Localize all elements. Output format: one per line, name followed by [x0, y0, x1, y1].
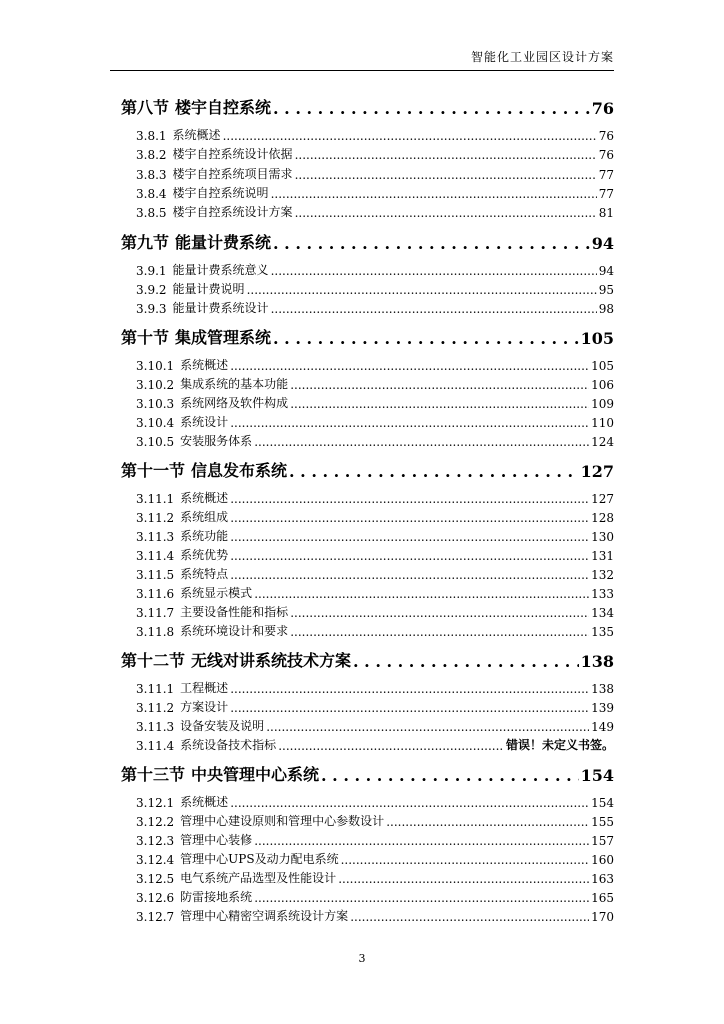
- toc-page-number: 130: [591, 530, 614, 544]
- toc-dot-leader: [295, 168, 597, 182]
- toc-page-number: 131: [591, 549, 614, 563]
- toc-entry-number: 第九节: [121, 233, 170, 252]
- toc-item-row[interactable]: [136, 376, 614, 392]
- toc-entry-title: 系统优势: [180, 548, 229, 562]
- toc-page-number: 98: [598, 302, 614, 316]
- toc-entry-number: 3.8.4: [136, 187, 167, 201]
- toc-page-number: 77: [598, 187, 614, 201]
- toc-dot-leader: [230, 511, 589, 525]
- toc-page-number: 81: [598, 206, 614, 220]
- toc-dot-leader: [254, 587, 589, 601]
- toc-item-row[interactable]: [136, 490, 614, 506]
- toc-dot-leader: [230, 549, 589, 563]
- toc-item-row[interactable]: [136, 718, 614, 734]
- toc-item-row[interactable]: [136, 204, 614, 220]
- toc-entry-number: 第十二节: [121, 651, 186, 670]
- toc-entry-title: 系统概述: [180, 491, 229, 505]
- toc-entry-number: 3.11.7: [136, 606, 175, 620]
- toc-page-number: 76: [598, 148, 614, 162]
- toc-entry-title: 中央管理中心系统: [191, 765, 320, 784]
- toc-dot-leader: [223, 129, 597, 143]
- toc-entry-title: 信息发布系统: [191, 461, 288, 480]
- toc-item-row[interactable]: [136, 395, 614, 411]
- toc-item-row[interactable]: [136, 281, 614, 297]
- toc-entry-title: 系统设计: [180, 415, 229, 429]
- toc-item-row[interactable]: [136, 585, 614, 601]
- toc-page-number: 133: [591, 587, 614, 601]
- toc-dot-leader: [278, 739, 504, 753]
- toc-page-number: 139: [591, 701, 614, 715]
- toc-dot-leader: [271, 302, 597, 316]
- toc-dot-leader: [271, 187, 597, 201]
- toc-entry-number: 3.9.3: [136, 302, 167, 316]
- toc-item-row[interactable]: [136, 357, 614, 373]
- toc-dot-leader: [230, 568, 589, 582]
- toc-entry-title: 集成管理系统: [175, 328, 272, 347]
- toc-section-row[interactable]: [121, 459, 614, 481]
- toc-dot-leader: [254, 834, 589, 848]
- toc-dot-leader: [230, 359, 589, 373]
- toc-page-number: 135: [591, 625, 614, 639]
- toc-entry-title: 管理中心装修: [180, 833, 253, 847]
- toc-entry-number: 3.11.2: [136, 511, 175, 525]
- toc-dot-leader: [230, 796, 589, 810]
- toc-entry-number: 第十三节: [121, 765, 186, 784]
- toc-item-row[interactable]: [136, 680, 614, 696]
- toc-entry-title: 集成系统的基本功能: [180, 377, 289, 391]
- toc-section-row[interactable]: [121, 763, 614, 785]
- toc-entry-number: 3.12.5: [136, 872, 175, 886]
- toc-entry-number: 3.10.2: [136, 378, 175, 392]
- toc-page-number: 160: [591, 853, 614, 867]
- toc-page-number: 109: [591, 397, 614, 411]
- toc-entry-title: 工程概述: [180, 681, 229, 695]
- toc-dot-leader: [230, 416, 589, 430]
- toc-entry-number: 3.12.7: [136, 910, 175, 924]
- toc-entry-number: 3.12.6: [136, 891, 175, 905]
- toc-page-number: 127: [580, 462, 614, 481]
- toc-entry-title: 楼宇自控系统设计方案: [172, 205, 293, 219]
- toc-page-number: 138: [591, 682, 614, 696]
- toc-page-number: 154: [580, 766, 614, 785]
- toc-section-row[interactable]: [121, 649, 614, 671]
- toc-page-number: 124: [591, 435, 614, 449]
- toc-dot-leader: [273, 234, 590, 253]
- toc-entry-title: 管理中心UPS及动力配电系统: [180, 852, 339, 866]
- toc-dot-leader: [271, 264, 597, 278]
- toc-item-row[interactable]: [136, 889, 614, 905]
- toc-item-row[interactable]: [136, 262, 614, 278]
- toc-dot-leader: [295, 206, 597, 220]
- toc-item-row[interactable]: [136, 300, 614, 316]
- toc-item-row[interactable]: [136, 433, 614, 449]
- toc-entry-number: 3.12.1: [136, 796, 175, 810]
- toc-item-row[interactable]: [136, 737, 614, 753]
- toc-entry-title: 系统功能: [180, 529, 229, 543]
- toc-dot-leader: [290, 625, 589, 639]
- toc-entry-title: 能量计费系统意义: [172, 263, 269, 277]
- toc-entry-number: 第八节: [121, 98, 170, 117]
- toc-item-row[interactable]: [136, 832, 614, 848]
- toc-entry-title: 能量计费系统设计: [172, 301, 269, 315]
- toc-entry-number: 第十一节: [121, 461, 186, 480]
- toc-page-number: 76: [591, 99, 614, 118]
- toc-entry-number: 3.12.3: [136, 834, 175, 848]
- toc-page-number: 95: [598, 283, 614, 297]
- toc-item-row[interactable]: [136, 127, 614, 143]
- toc-page-number: 106: [591, 378, 614, 392]
- toc-entry-title: 系统设备技术指标: [180, 738, 277, 752]
- toc-dot-leader: [295, 148, 597, 162]
- toc-entry-title: 防雷接地系统: [180, 890, 253, 904]
- toc-page-number: 149: [591, 720, 614, 734]
- toc-entry-title: 楼宇自控系统设计依据: [172, 147, 293, 161]
- toc-entry-title: 管理中心建设原则和管理中心参数设计: [180, 814, 385, 828]
- toc-entry-number: 3.11.4: [136, 549, 175, 563]
- toc-dot-leader: [266, 720, 589, 734]
- toc-entry-title: 系统特点: [180, 567, 229, 581]
- toc-entry-title: 楼宇自控系统: [175, 98, 272, 117]
- toc-dot-leader: [254, 435, 589, 449]
- toc-entry-number: 3.11.5: [136, 568, 175, 582]
- toc-page-number: 165: [591, 891, 614, 905]
- toc-entry-title: 管理中心精密空调系统设计方案: [180, 909, 349, 923]
- toc-entry-number: 3.12.2: [136, 815, 175, 829]
- toc-page-number: 170: [591, 910, 614, 924]
- toc-entry-number: 3.11.6: [136, 587, 175, 601]
- toc-dot-leader: [353, 652, 579, 671]
- toc-dot-leader: [230, 492, 589, 506]
- toc-dot-leader: [386, 815, 589, 829]
- toc-entry-number: 3.9.1: [136, 264, 167, 278]
- toc-item-row[interactable]: [136, 851, 614, 867]
- toc-item-row[interactable]: [136, 509, 614, 525]
- toc-entry-title: 楼宇自控系统项目需求: [172, 167, 293, 181]
- toc-entry-title: 系统概述: [180, 795, 229, 809]
- toc-entry-title: 方案设计: [180, 700, 229, 714]
- toc-item-row[interactable]: [136, 547, 614, 563]
- toc-dot-leader: [290, 397, 589, 411]
- toc-item-row[interactable]: [136, 146, 614, 162]
- toc-page-number: 94: [598, 264, 614, 278]
- toc-entry-title: 无线对讲系统技术方案: [191, 651, 352, 670]
- toc-entry-title: 设备安装及说明: [180, 719, 265, 733]
- toc-item-row[interactable]: [136, 185, 614, 201]
- toc-section-row[interactable]: [121, 231, 614, 253]
- toc-entry-title: 主要设备性能和指标: [180, 605, 289, 619]
- toc-entry-title: 系统显示模式: [180, 586, 253, 600]
- toc-page-number: 154: [591, 796, 614, 810]
- toc-dot-leader: [254, 891, 589, 905]
- toc-item-row[interactable]: [136, 166, 614, 182]
- toc-entry-number: 3.10.1: [136, 359, 175, 373]
- toc-dot-leader: [290, 378, 589, 392]
- toc-page-number: 127: [591, 492, 614, 506]
- toc-dot-leader: [273, 329, 579, 348]
- toc-page-number: 128: [591, 511, 614, 525]
- toc-entry-number: 3.11.3: [136, 720, 175, 734]
- toc-item-row[interactable]: [136, 699, 614, 715]
- page-header-title: 智能化工业园区设计方案: [470, 50, 614, 64]
- toc-entry-title: 系统环境设计和要求: [180, 624, 289, 638]
- toc-page-number: 157: [591, 834, 614, 848]
- toc-entry-title: 楼宇自控系统说明: [172, 186, 269, 200]
- page-number: 3: [358, 952, 366, 965]
- toc-entry-number: 3.10.4: [136, 416, 175, 430]
- toc-entry-number: 3.11.3: [136, 530, 175, 544]
- toc-entry-number: 第十节: [121, 328, 170, 347]
- toc-item-row[interactable]: [136, 566, 614, 582]
- toc-bookmark-error: 错误！未定义书签。: [505, 738, 614, 752]
- toc-entry-title: 电气系统产品选型及性能设计: [180, 871, 337, 885]
- toc-page-number: 110: [591, 416, 614, 430]
- toc-entry-title: 系统网络及软件构成: [180, 396, 289, 410]
- toc-page-number: 163: [591, 872, 614, 886]
- toc-section-row[interactable]: [121, 326, 614, 348]
- toc-entry-number: 3.11.1: [136, 492, 175, 506]
- toc-item-row[interactable]: [136, 623, 614, 639]
- toc-item-row[interactable]: [136, 604, 614, 620]
- toc-entry-number: 3.10.3: [136, 397, 175, 411]
- toc-item-row[interactable]: [136, 813, 614, 829]
- toc-item-row[interactable]: [136, 908, 614, 924]
- toc-entry-number: 3.11.8: [136, 625, 175, 639]
- toc-entry-title: 能量计费说明: [172, 282, 245, 296]
- toc-entry-number: 3.10.5: [136, 435, 175, 449]
- toc-section-row[interactable]: [121, 96, 614, 118]
- toc-item-row[interactable]: [136, 414, 614, 430]
- toc-dot-leader: [230, 701, 589, 715]
- toc-dot-leader: [247, 283, 597, 297]
- toc-page-number: 105: [591, 359, 614, 373]
- toc-dot-leader: [289, 462, 579, 481]
- toc-dot-leader: [338, 872, 589, 886]
- toc-dot-leader: [230, 530, 589, 544]
- toc-entry-title: 安装服务体系: [180, 434, 253, 448]
- toc-entry-number: 3.9.2: [136, 283, 167, 297]
- toc-entry-title: 系统概述: [180, 358, 229, 372]
- toc-entry-title: 能量计费系统: [175, 233, 272, 252]
- toc-page-number: 77: [598, 168, 614, 182]
- toc-page-number: 94: [591, 234, 614, 253]
- toc-dot-leader: [230, 682, 589, 696]
- toc-dot-leader: [290, 606, 589, 620]
- toc-page-number: 105: [580, 329, 614, 348]
- toc-page-number: 138: [580, 652, 614, 671]
- toc-page-number: 155: [591, 815, 614, 829]
- toc-entry-number: 3.11.4: [136, 739, 175, 753]
- toc-entry-title: 系统概述: [172, 128, 221, 142]
- toc-entry-number: 3.8.2: [136, 148, 167, 162]
- toc-entry-number: 3.12.4: [136, 853, 175, 867]
- toc-dot-leader: [350, 910, 589, 924]
- toc-entry-number: 3.8.3: [136, 168, 167, 182]
- toc-item-row[interactable]: [136, 794, 614, 810]
- toc-entry-number: 3.8.5: [136, 206, 167, 220]
- toc-item-row[interactable]: [136, 870, 614, 886]
- toc-page-number: 134: [591, 606, 614, 620]
- toc-entry-number: 3.8.1: [136, 129, 167, 143]
- toc-entry-number: 3.11.2: [136, 701, 175, 715]
- toc-dot-leader: [341, 853, 590, 867]
- toc-dot-leader: [273, 99, 590, 118]
- toc-dot-leader: [321, 766, 579, 785]
- toc-page-number: 76: [598, 129, 614, 143]
- toc-entry-number: 3.11.1: [136, 682, 175, 696]
- toc-item-row[interactable]: [136, 528, 614, 544]
- toc-entry-title: 系统组成: [180, 510, 229, 524]
- toc-page-number: 132: [591, 568, 614, 582]
